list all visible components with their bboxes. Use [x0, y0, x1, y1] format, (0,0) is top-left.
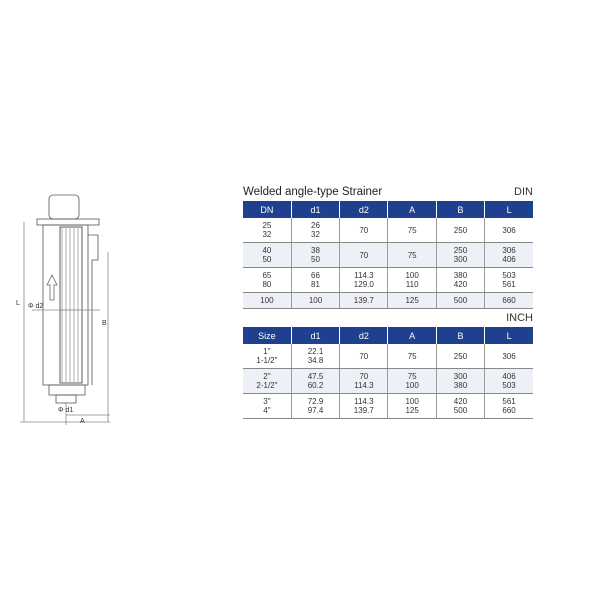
label-A: A	[80, 418, 85, 425]
table-cell: 100 125	[388, 394, 436, 419]
table-cell: 72.9 97.4	[291, 394, 339, 419]
table-row	[243, 243, 533, 268]
table-row	[243, 293, 533, 309]
table-cell: 26 32	[291, 218, 339, 243]
table-cell: 2" 2-1/2"	[243, 369, 291, 394]
table-cell: 114.3 129.0	[340, 268, 388, 293]
inch-label: INCH	[506, 312, 533, 324]
label-B: B	[102, 320, 107, 327]
table-cell: 1" 1-1/2"	[243, 344, 291, 369]
table-cell: 306	[485, 344, 533, 369]
column-header: d2	[340, 201, 388, 218]
table-cell: 561 660	[485, 394, 533, 419]
table-cell: 406 503	[485, 369, 533, 394]
screen	[60, 227, 82, 383]
handle	[49, 195, 79, 219]
table-cell: 500	[436, 293, 484, 309]
table-cell: 503 561	[485, 268, 533, 293]
table-cell: 70	[340, 344, 388, 369]
table-cell: 38 50	[291, 243, 339, 268]
column-header: L	[485, 327, 533, 344]
table-cell: 250 300	[436, 243, 484, 268]
table-cell: 306 406	[485, 243, 533, 268]
label-L: L	[16, 300, 20, 307]
table-cell: 75 100	[388, 369, 436, 394]
table-cell: 75	[388, 218, 436, 243]
label-d1: Φ d1	[58, 407, 74, 414]
column-header: d1	[291, 327, 339, 344]
column-header: A	[388, 201, 436, 218]
strainer-drawing	[10, 190, 130, 430]
table-cell: 125	[388, 293, 436, 309]
table-cell: 70 114.3	[340, 369, 388, 394]
header-row	[243, 201, 533, 218]
page-title: Welded angle-type Strainer	[243, 186, 383, 198]
table-cell: 40 50	[243, 243, 291, 268]
table-row	[243, 394, 533, 419]
table-cell: 380 420	[436, 268, 484, 293]
table-cell: 75	[388, 243, 436, 268]
column-header: A	[388, 327, 436, 344]
table-cell: 114.3 139.7	[340, 394, 388, 419]
table-cell: 306	[485, 218, 533, 243]
column-header: B	[436, 201, 484, 218]
table-cell: 139.7	[340, 293, 388, 309]
table-cell: 22.1 34.8	[291, 344, 339, 369]
table-cell: 25 32	[243, 218, 291, 243]
body	[43, 225, 88, 385]
table-cell: 70	[340, 243, 388, 268]
column-header: L	[485, 201, 533, 218]
table-cell: 75	[388, 344, 436, 369]
table-cell: 65 80	[243, 268, 291, 293]
table-cell: 300 380	[436, 369, 484, 394]
table-cell: 3" 4"	[243, 394, 291, 419]
column-header: Size	[243, 327, 291, 344]
table-row	[243, 268, 533, 293]
table-cell: 100	[243, 293, 291, 309]
clamp-flange	[37, 219, 99, 225]
table-row	[243, 218, 533, 243]
table-row	[243, 369, 533, 394]
din-table	[243, 201, 533, 309]
inch-table	[243, 327, 533, 419]
header-row	[243, 327, 533, 344]
table-cell: 660	[485, 293, 533, 309]
table-cell: 47.5 60.2	[291, 369, 339, 394]
table-cell: 250	[436, 344, 484, 369]
table-cell: 420 500	[436, 394, 484, 419]
table-row	[243, 344, 533, 369]
table-cell: 66 81	[291, 268, 339, 293]
column-header: B	[436, 327, 484, 344]
table-cell: 100	[291, 293, 339, 309]
column-header: DN	[243, 201, 291, 218]
table-cell: 250	[436, 218, 484, 243]
table-cell: 100 110	[388, 268, 436, 293]
label-d2: Φ d2	[28, 303, 44, 310]
din-label: DIN	[514, 186, 533, 198]
column-header: d2	[340, 327, 388, 344]
column-header: d1	[291, 201, 339, 218]
table-cell: 70	[340, 218, 388, 243]
